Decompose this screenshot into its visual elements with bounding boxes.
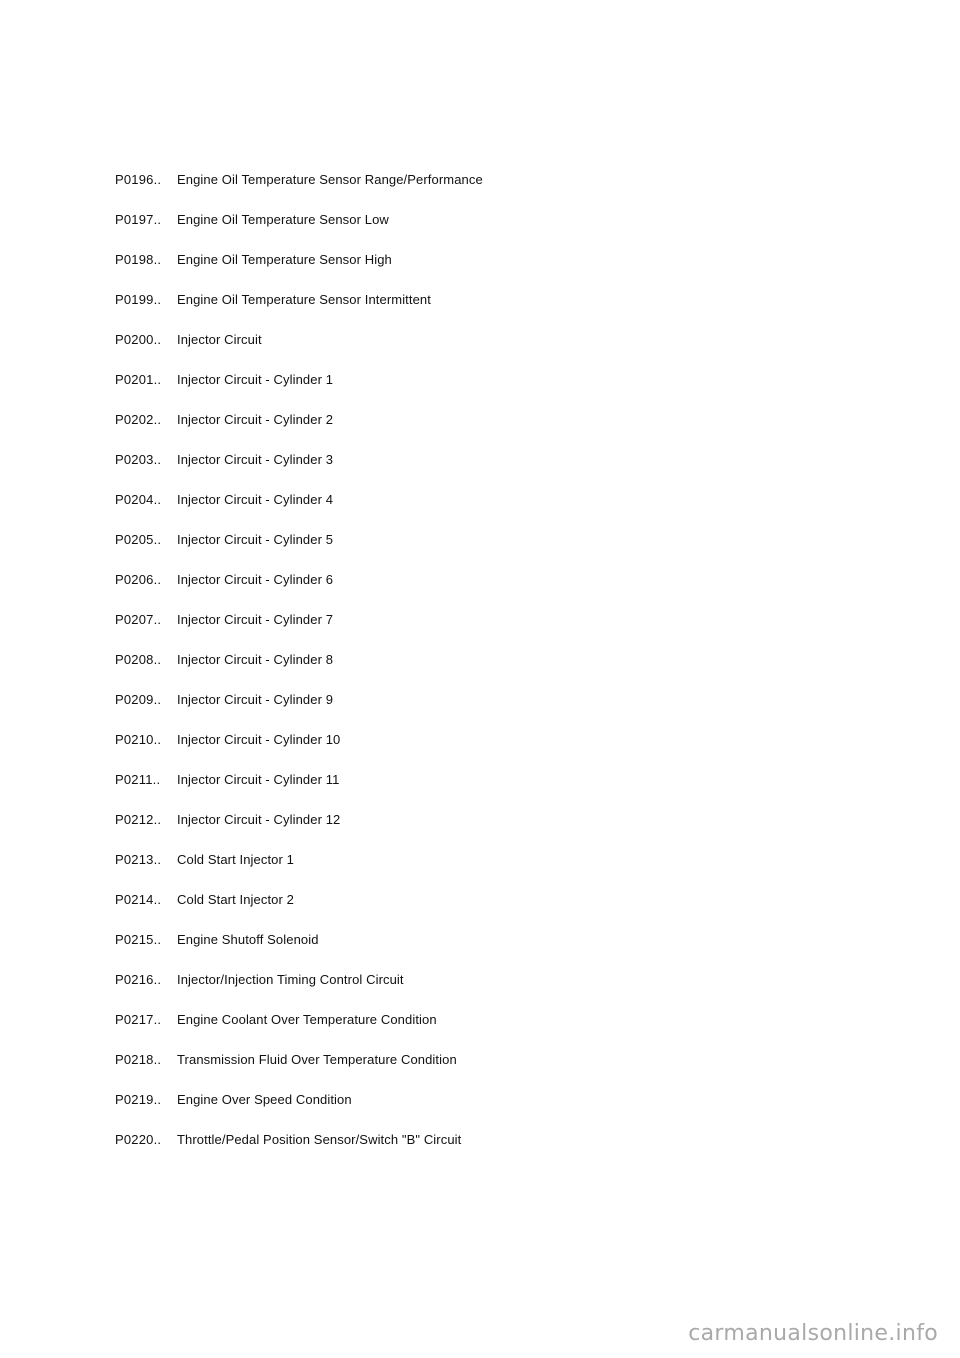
dtc-description: Injector Circuit - Cylinder 9 — [177, 692, 334, 707]
dtc-code: P0217.. — [115, 1012, 162, 1027]
dtc-description: Injector Circuit - Cylinder 8 — [177, 652, 334, 667]
dtc-description: Engine Over Speed Condition — [177, 1092, 352, 1107]
dtc-code: P0203.. — [115, 452, 162, 467]
dtc-description: Injector Circuit - Cylinder 7 — [177, 612, 334, 627]
dtc-description: Injector Circuit - Cylinder 11 — [177, 772, 340, 787]
dtc-description: Engine Shutoff Solenoid — [177, 932, 319, 947]
dtc-row — [115, 490, 895, 530]
dtc-description: Injector Circuit — [177, 332, 262, 347]
dtc-row — [115, 1090, 895, 1130]
dtc-code: P0220.. — [115, 1132, 162, 1147]
dtc-row — [115, 810, 895, 850]
dtc-row — [115, 410, 895, 450]
dtc-code: P0207.. — [115, 612, 162, 627]
dtc-row — [115, 250, 895, 290]
dtc-row — [115, 930, 895, 970]
dtc-code: P0215.. — [115, 932, 162, 947]
dtc-description: Cold Start Injector 2 — [177, 892, 294, 907]
dtc-code: P0213.. — [115, 852, 162, 867]
dtc-row — [115, 610, 895, 650]
dtc-row — [115, 690, 895, 730]
dtc-row — [115, 970, 895, 1010]
dtc-row — [115, 1010, 895, 1050]
dtc-description: Injector Circuit - Cylinder 1 — [177, 372, 334, 387]
dtc-description: Injector Circuit - Cylinder 10 — [177, 732, 341, 747]
dtc-row — [115, 450, 895, 490]
dtc-code: P0197.. — [115, 212, 162, 227]
dtc-code: P0211.. — [115, 772, 161, 787]
dtc-row — [115, 1050, 895, 1090]
dtc-row — [115, 530, 895, 570]
dtc-row — [115, 370, 895, 410]
dtc-code: P0206.. — [115, 572, 162, 587]
dtc-description: Injector Circuit - Cylinder 3 — [177, 452, 334, 467]
dtc-code: P0205.. — [115, 532, 162, 547]
dtc-code: P0196.. — [115, 172, 162, 187]
dtc-row — [115, 770, 895, 810]
dtc-code: P0199.. — [115, 292, 162, 307]
dtc-row — [115, 170, 895, 210]
dtc-code: P0214.. — [115, 892, 162, 907]
dtc-description: Engine Oil Temperature Sensor Intermittent — [177, 292, 431, 307]
dtc-row — [115, 890, 895, 930]
dtc-description: Engine Coolant Over Temperature Condition — [177, 1012, 437, 1027]
dtc-description: Engine Oil Temperature Sensor Low — [177, 212, 389, 227]
dtc-code: P0219.. — [115, 1092, 162, 1107]
dtc-row — [115, 730, 895, 770]
dtc-description: Injector Circuit - Cylinder 4 — [177, 492, 334, 507]
dtc-description: Engine Oil Temperature Sensor Range/Performance — [177, 172, 483, 187]
dtc-row — [115, 570, 895, 610]
dtc-description: Injector Circuit - Cylinder 6 — [177, 572, 334, 587]
dtc-description: Injector/Injection Timing Control Circuit — [177, 972, 404, 987]
dtc-code: P0209.. — [115, 692, 162, 707]
dtc-code: P0218.. — [115, 1052, 162, 1067]
dtc-code: P0204.. — [115, 492, 162, 507]
dtc-row — [115, 850, 895, 890]
dtc-row — [115, 650, 895, 690]
dtc-row — [115, 330, 895, 370]
dtc-description: Transmission Fluid Over Temperature Condition — [177, 1052, 457, 1067]
dtc-code: P0210.. — [115, 732, 162, 747]
dtc-description: Injector Circuit - Cylinder 5 — [177, 532, 334, 547]
dtc-list — [115, 170, 895, 1170]
dtc-code: P0208.. — [115, 652, 162, 667]
dtc-description: Injector Circuit - Cylinder 2 — [177, 412, 334, 427]
dtc-code: P0212.. — [115, 812, 162, 827]
dtc-description: Injector Circuit - Cylinder 12 — [177, 812, 341, 827]
dtc-code: P0200.. — [115, 332, 162, 347]
dtc-description: Throttle/Pedal Position Sensor/Switch "B" Circuit — [177, 1132, 462, 1147]
dtc-code: P0216.. — [115, 972, 162, 987]
dtc-row — [115, 290, 895, 330]
dtc-description: Engine Oil Temperature Sensor High — [177, 252, 392, 267]
dtc-code: P0198.. — [115, 252, 162, 267]
dtc-row — [115, 210, 895, 250]
watermark: carmanualsonline.info — [688, 1321, 938, 1346]
dtc-description: Cold Start Injector 1 — [177, 852, 294, 867]
dtc-code: P0202.. — [115, 412, 162, 427]
dtc-row — [115, 1130, 895, 1170]
dtc-code: P0201.. — [115, 372, 162, 387]
